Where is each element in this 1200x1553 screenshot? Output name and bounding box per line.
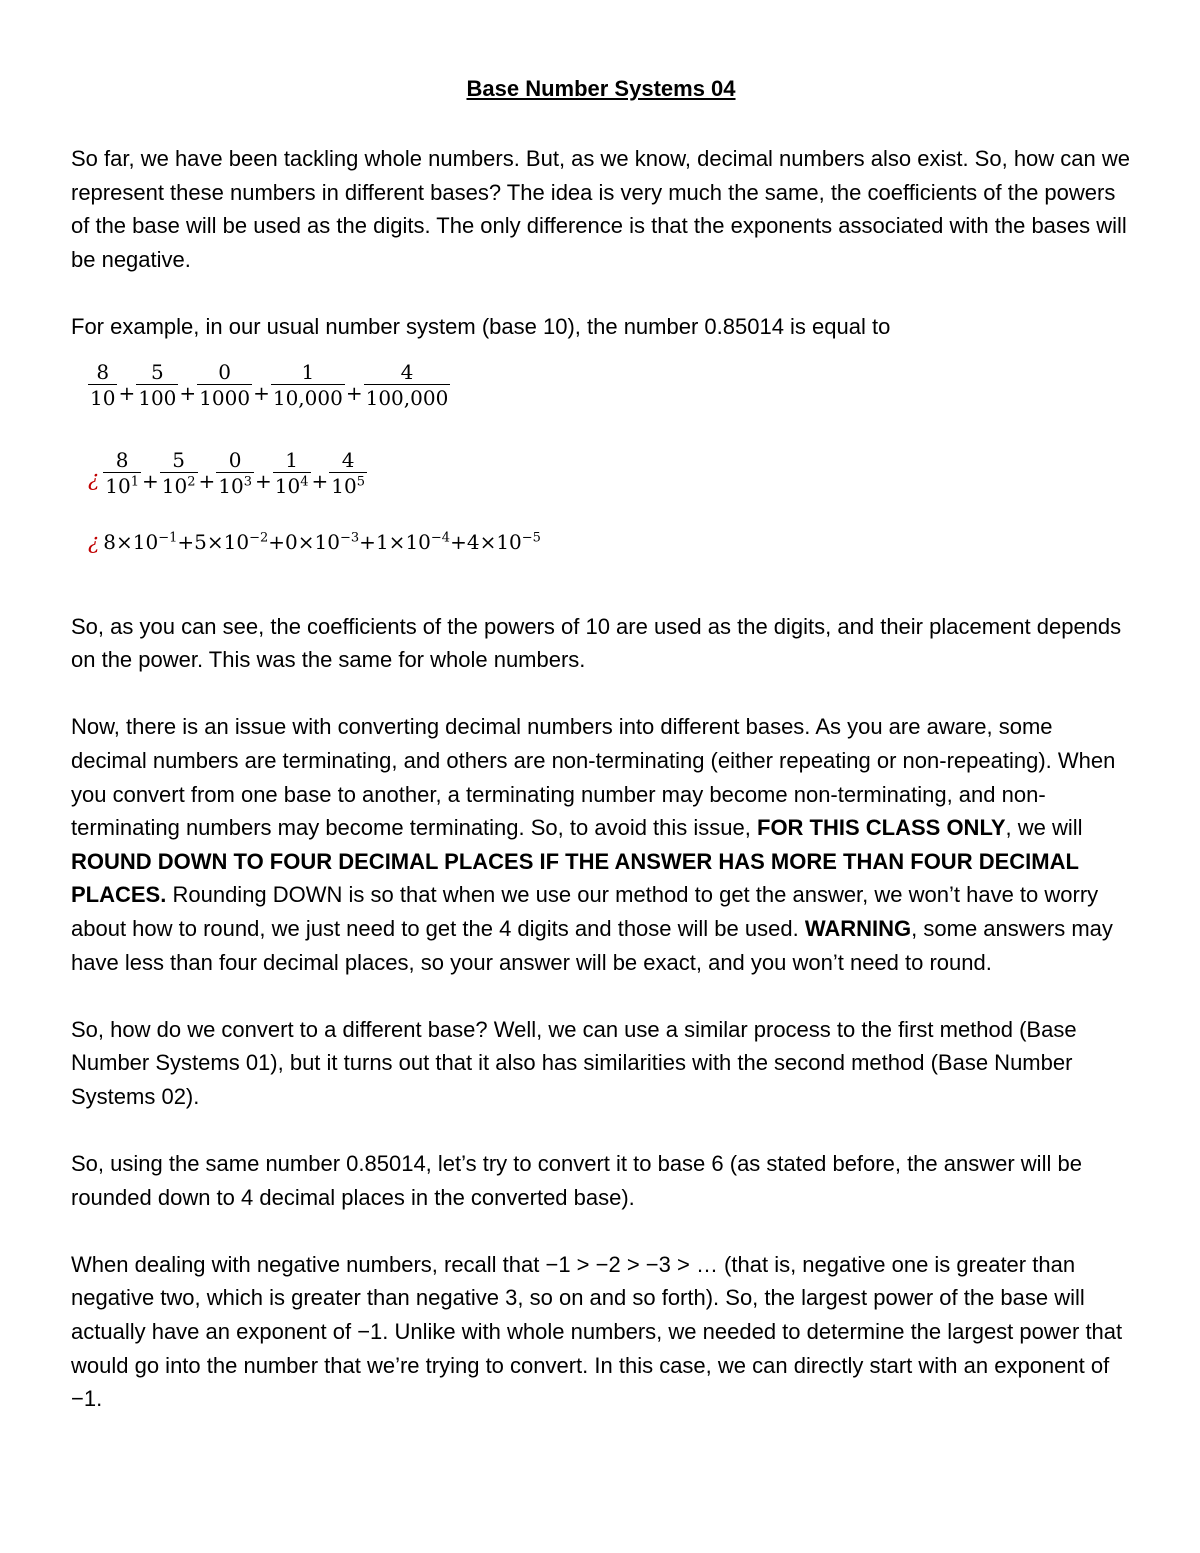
equation-exponents [88,524,1131,602]
equation-fractions: $\frac{8}{10}$ + $\frac{5}{100}$ + $\frac{0}{1000}$ + $\frac{1}{10,000}$ + $\frac{4}{100,000}$ [90,360,449,411]
equation-powers: ¿ $\frac{8}{10^1}$ + $\frac{5}{10^2}$ + $\frac{0}{10^3}$ + $\frac{1}{10^4}$ + $\frac{4}{10^5}$ [88,448,365,499]
term: $+4\times 10^{-5}$ [450,529,541,554]
fraction: $\frac{5}{10^2}$ [161,448,196,499]
term: $+1\times 10^{-4}$ [359,529,451,554]
fraction: $\frac{0}{1000}$ [199,360,251,411]
paragraph-base6: So, using the same number 0.85014, let’s try to convert it to base 6 (as stated before, the answer will be rounded down to 4 decimal places in the converted base). [71,1151,1082,1210]
fraction: $\frac{5}{100}$ [138,360,177,411]
paragraph-coefficients: So, as you can see, the coefficients of the powers of 10 are used as the digits, and their placement depends on the power. This was the same for whole numbers. [71,613,1122,673]
fraction: $\frac{4}{10^5}$ [331,448,365,499]
fraction: $\frac{1}{10,000}$ [272,360,343,411]
fraction: $\frac{0}{10^3}$ [218,448,252,499]
term: $+0\times 10^{-3}$ [268,529,360,554]
document-page [71,72,1131,1449]
fraction: $\frac{4}{100,000}$ [365,360,449,411]
equation-prefix: ¿ [88,466,100,491]
paragraph-example: For example, in our usual number system (base 10), the number 0.85014 is equal to [71,313,891,339]
paragraph-intro: So far, we have been tackling whole numbers. But, as we know, decimal numbers also exist. So, how can we represent these numbers in different bases? The idea is very much the same, the coefficients of the powers of the base will be used as the digits. The only difference is that the exponents associated with the bases will be negative. [71,146,1130,272]
term: $+5\times 10^{-2}$ [177,529,269,554]
fraction: $\frac{8}{10}$ [90,360,116,411]
paragraph-method: So, how do we convert to a different base? Well, we can use a similar process to the first method (Base Number Systems 01), but it turns out that it also has similarities with the second method (Base Number Systems 02). [71,1016,1077,1109]
fraction: $\frac{1}{10^4}$ [274,448,309,499]
page-title: Base Number Systems 04 [466,76,736,101]
term: $8\times 10^{-1}$ [103,529,178,554]
paragraph-negative: When dealing with negative numbers, recall that −1 > −2 > −3 > … (that is, negative one is greater than negative two, which is greater than negative 3, so on and so forth). So, the largest power of the base will actually have an exponent of −1. Unlike with whole numbers, we needed to determine the largest power that would go into the number that we’re trying to convert. In this case, we can directly start with an exponent of −1. [71,1251,1123,1412]
fraction: $\frac{8}{10^1}$ [105,448,139,499]
paragraph-rounding: Now, there is an issue with converting decimal numbers into different bases. As you are aware, some decimal numbers are terminating, and others are non-terminating (either repeating or non-repeating). When you convert from one base to another, a terminating number may become non-terminating, and non-terminating numbers may become terminating. So, to avoid this issue, FOR THIS CLASS ONLY, we will ROUND DOWN TO FOUR DECIMAL PLACES IF THE ANSWER HAS MORE THAN FOUR DECIMAL PLACES. Rounding DOWN is so that when we use our method to get the answer, we won’t have to worry about how to round, we just need to get the 4 digits and those will be used. WARNING, some answers may have less than four decimal places, so your answer will be exact, and you won’t need to round. [71,714,1116,975]
equation-prefix: ¿ [88,529,100,554]
